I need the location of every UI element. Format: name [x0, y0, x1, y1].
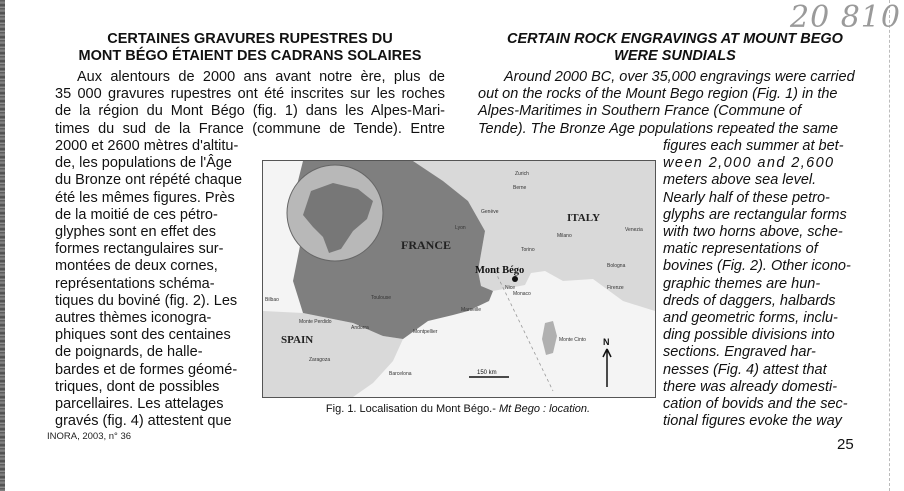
french-title: [55, 31, 445, 65]
mont-bego-marker: [512, 276, 518, 282]
caption-english: Mt Bego : location.: [498, 403, 591, 415]
label-spain: SPAIN: [281, 334, 314, 346]
french-line: gravés (fig. 4) attestent que: [55, 413, 232, 430]
scale-label: 150 km: [477, 370, 497, 376]
english-column-paragraph: [663, 138, 878, 430]
french-line: de poignards, de halle-: [55, 344, 203, 361]
english-line: Around 2000 BC, over 35,000 engravings were carried: [504, 69, 855, 85]
english-intro-paragraph: [478, 69, 878, 138]
figure-caption: [262, 403, 654, 415]
french-title-line: CERTAINES GRAVURES RUPESTRES DU: [107, 31, 393, 47]
english-line: matic representations of: [663, 241, 818, 258]
handwritten-note: 20 810: [790, 0, 901, 35]
label-turin: Torino: [521, 247, 535, 253]
english-line: tional figures evoke the way: [663, 413, 842, 430]
caption-french: Fig. 1. Localisation du Mont Bégo.-: [325, 403, 496, 415]
label-monaco: Monaco: [513, 291, 531, 297]
french-line: autres thèmes iconogra-: [55, 310, 212, 327]
french-line: de la moitié de ces pétro-: [55, 206, 218, 223]
label-zurich: Zurich: [515, 171, 529, 177]
english-line: figures each summer at bet-: [663, 138, 844, 154]
english-line: Nearly half of these petro-: [663, 189, 830, 206]
french-column-paragraph: [55, 138, 251, 430]
english-line: and geometric forms, inclu-: [663, 310, 838, 327]
french-line: triques, dont de possibles: [55, 378, 220, 395]
label-zaragoza: Zaragoza: [309, 357, 331, 363]
french-line: de la région du Mont Bégo (fig. 1) dans les Alpes-Mari-: [55, 103, 445, 120]
english-line: cation of bovids and the sec-: [663, 396, 848, 413]
english-line: Alpes-Maritimes in Southern France (Commune of: [478, 103, 802, 120]
french-line: formes rectangulaires sur-: [55, 241, 224, 258]
english-line: there was already domesti-: [663, 378, 838, 395]
label-mont-perdu: Monte Perdido: [299, 319, 332, 325]
french-line: phiques sont des centaines: [55, 327, 231, 344]
english-line: ween 2,000 and 2,600: [663, 155, 835, 172]
english-line: meters above sea level.: [663, 172, 817, 189]
english-line: sections. Engraved har-: [663, 344, 816, 361]
label-andorra: Andorra: [351, 325, 369, 331]
english-line: dreds of daggers, halbards: [663, 292, 836, 309]
french-line: montées de deux cornes,: [55, 258, 218, 275]
english-line: Tende). The Bronze Age populations repeated the same: [478, 120, 839, 137]
english-line: graphic themes are hun-: [663, 275, 821, 292]
label-bologna: Bologna: [607, 263, 626, 269]
label-geneva: Genève: [481, 209, 499, 215]
english-title-line: CERTAIN ROCK ENGRAVINGS AT MOUNT BEGO: [507, 31, 843, 47]
label-north: N: [603, 337, 610, 347]
english-line: nesses (Fig. 4) attest that: [663, 361, 827, 378]
english-title: [475, 31, 875, 65]
french-line: de, les populations de l'Âge: [55, 155, 232, 172]
french-line: bardes et de formes géomé-: [55, 361, 238, 378]
page-number: 25: [837, 436, 854, 453]
french-line: glyphes sont en effet des: [55, 224, 216, 241]
french-line: tiques du boviné (fig. 2). Les: [55, 292, 238, 309]
french-line: du Bronze ont répété chaque: [55, 172, 243, 189]
label-bern: Berne: [513, 185, 527, 191]
french-title-line: MONT BÉGO ÉTAIENT DES CADRANS SOLAIRES: [78, 48, 422, 64]
scan-edge-right: [888, 0, 890, 491]
label-venice: Venezia: [625, 227, 643, 233]
label-france: FRANCE: [401, 238, 451, 252]
label-lyon: Lyon: [455, 225, 466, 231]
french-line: été les mêmes figures. Près: [55, 189, 235, 206]
label-italy: ITALY: [567, 212, 601, 224]
label-nice: Nice: [505, 285, 516, 291]
french-line: times du sud de la France (commune de Tende). Entre: [55, 120, 445, 137]
label-florence: Firenze: [607, 285, 624, 291]
label-marseille: Marseille: [461, 307, 482, 313]
label-milan: Milano: [557, 233, 572, 239]
french-line: Aux alentours de 2000 ans avant notre ère, plus de: [77, 69, 445, 85]
scan-edge-left: [0, 0, 5, 491]
french-line: parcellaires. Les attelages: [55, 396, 224, 413]
label-barcelona: Barcelona: [389, 371, 412, 377]
english-line: glyphs are rectangular forms: [663, 206, 847, 223]
label-toulouse: Toulouse: [371, 295, 392, 301]
label-bilbao: Bilbao: [265, 297, 279, 303]
label-mont-bego: Mont Bégo: [475, 265, 525, 276]
english-line: ding possible divisions into: [663, 327, 835, 344]
french-line: 35 000 gravures rupestres ont été inscrites sur les roches: [55, 86, 445, 103]
english-line: out on the rocks of the Mount Bego region (Fig. 1) in the: [478, 86, 838, 103]
label-corsica: Monte Cinto: [559, 337, 586, 343]
english-title-line: WERE SUNDIALS: [614, 48, 736, 64]
location-map: [262, 160, 656, 398]
french-line: 2000 et 2600 mètres d'altitu-: [55, 138, 239, 154]
french-intro-paragraph: [55, 69, 445, 138]
english-line: with two horns above, sche-: [663, 224, 843, 241]
french-line: représentations schéma-: [55, 275, 215, 292]
journal-reference: INORA, 2003, n° 36: [47, 431, 132, 442]
label-montpellier: Montpellier: [413, 329, 438, 335]
english-line: bovines (Fig. 2). Other icono-: [663, 258, 851, 275]
